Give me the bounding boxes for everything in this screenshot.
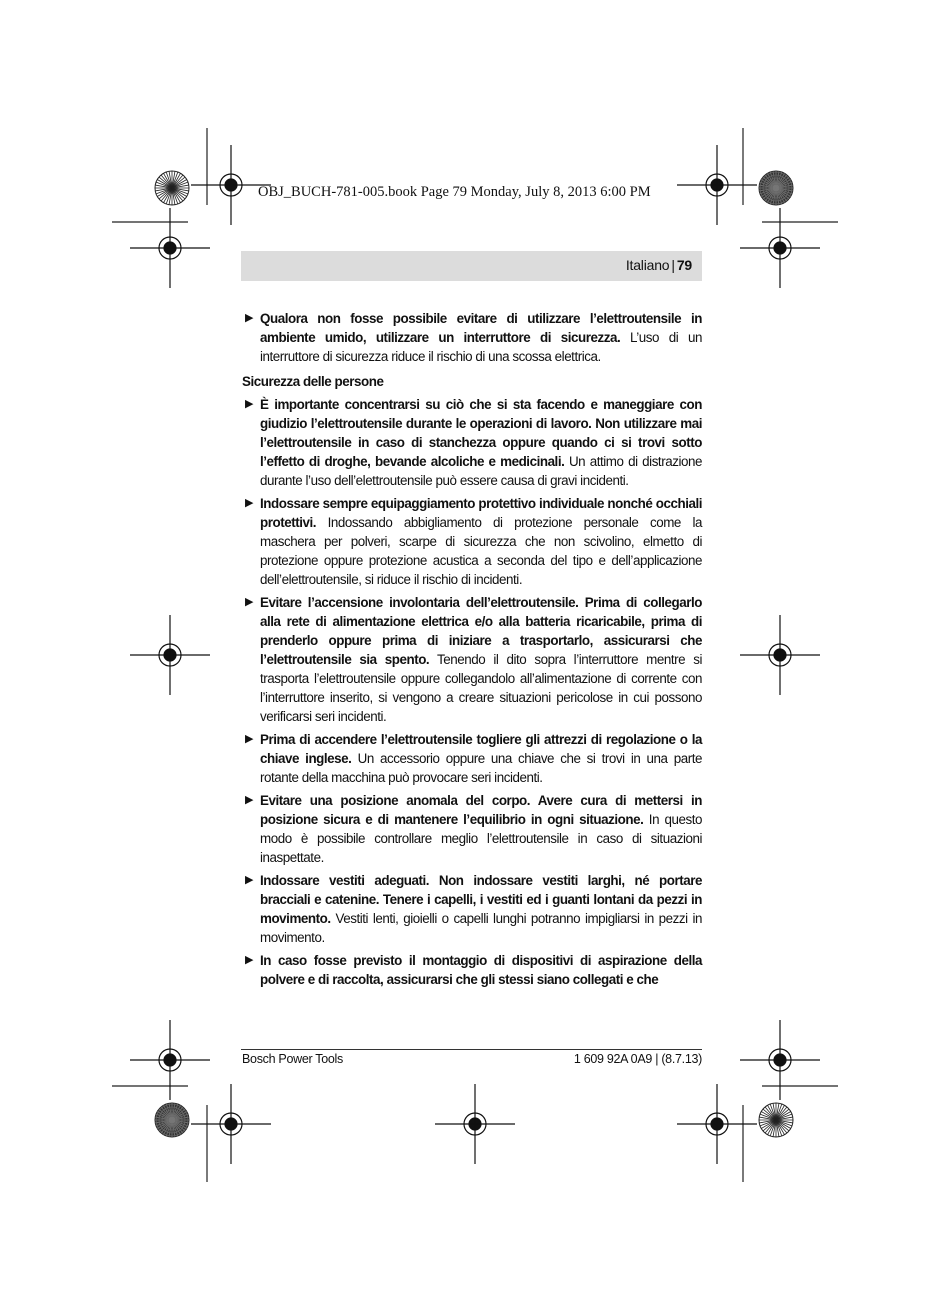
item-bold-text: È importante concentrarsi su ciò che si sta facendo e maneggiare con giudizio l’elettroutensile durante le operazioni di lavoro. Non utilizzare mai l’elettroutensile in caso di stanchezza oppure quando ci si trovi sotto l’effetto di droghe, bevande alcoliche e medicinali. <box>260 397 702 469</box>
bullet-arrow-icon: ▶ <box>245 596 254 608</box>
header-separator: | <box>671 257 675 273</box>
item-text: Un attimo di distrazione durante l’uso dell’elettroutensile può essere causa di gravi incidenti. <box>260 454 702 488</box>
item-text: Tenendo il dito sopra l’interruttore mentre si trasporta l’elettroutensile oppure collegandolo all’alimentazione di corrente con l’interruttore inserito, si vengono a creare situazioni pericolose in cui possono verificarsi seri incidenti. <box>260 652 702 724</box>
bullet-arrow-icon: ▶ <box>245 874 254 886</box>
footer-doc-code: 1 609 92A 0A9 | (8.7.13) <box>573 1052 702 1066</box>
item-text: L’uso di un interruttore di sicurezza riduce il rischio di una scossa elettrica. <box>260 330 702 364</box>
starburst-mark-icon <box>759 171 793 205</box>
list-item <box>242 309 702 366</box>
item-text: Un accessorio oppure una chiave che si trovi in una parte rotante della macchina può provocare seri incidenti. <box>260 751 702 785</box>
page-header-bar <box>241 251 702 281</box>
item-bold-text: Prima di accendere l’elettroutensile togliere gli attrezzi di regolazione o la chiave inglese. <box>260 732 702 766</box>
bullet-arrow-icon: ▶ <box>245 398 254 410</box>
registration-mark-icon <box>130 208 210 288</box>
list-item <box>242 791 702 867</box>
registration-mark-icon <box>677 145 757 225</box>
bullet-arrow-icon: ▶ <box>245 733 254 745</box>
bullet-arrow-icon: ▶ <box>245 794 254 806</box>
starburst-mark-icon <box>759 1103 793 1137</box>
registration-mark-icon <box>435 1084 515 1164</box>
footer-rule <box>241 1049 702 1050</box>
item-bold-text: Evitare l’accensione involontaria dell’elettroutensile. Prima di collegarlo alla rete di alimentazione elettrica e/o alla batteria ricaricabile, prima di prenderlo oppure prima di iniziare a trasportarlo, assicurarsi che l’elettroutensile sia spento. <box>260 595 702 667</box>
starburst-mark-icon <box>155 1103 189 1137</box>
list-item <box>242 593 702 726</box>
item-bold-text: In caso fosse previsto il montaggio di dispositivi di aspirazione della polvere e di raccolta, assicurarsi che gli stessi siano collegati e che <box>260 953 702 987</box>
item-bold-text: Indossare vestiti adeguati. Non indossare vestiti larghi, né portare bracciali e catenine. Tenere i capelli, i vestiti ed i guanti lontani da pezzi in movimento. <box>260 873 702 926</box>
page-number: 79 <box>676 257 692 273</box>
registration-mark-icon <box>191 1084 271 1164</box>
starburst-mark-icon <box>155 171 189 205</box>
bullet-arrow-icon: ▶ <box>245 954 254 966</box>
list-item <box>242 395 702 490</box>
footer-brand: Bosch Power Tools <box>242 1052 343 1066</box>
item-text: Indossando abbigliamento di protezione personale come la maschera per polveri, scarpe di sicurezza che non scivolino, elmetto di protezione oppure protezione acustica a seconda del tipo e dell’applicazione dell’elettroutensile, si riduce il rischio di incidenti. <box>260 515 702 587</box>
list-item <box>242 494 702 589</box>
list-item <box>242 951 702 989</box>
header-language: Italiano <box>625 257 670 273</box>
registration-mark-icon <box>740 1020 820 1100</box>
item-text: Vestiti lenti, gioielli o capelli lunghi potranno impigliarsi in pezzi in movimento. <box>260 911 702 945</box>
registration-mark-icon <box>740 615 820 695</box>
item-bold-text: Indossare sempre equipaggiamento protettivo individuale nonché occhiali protettivi. <box>260 496 702 530</box>
item-text: In questo modo è possibile controllare meglio l’elettroutensile in caso di situazioni inaspettate. <box>260 812 702 865</box>
list-item <box>242 871 702 947</box>
print-slug: OBJ_BUCH-781-005.book Page 79 Monday, July 8, 2013 6:00 PM <box>258 184 651 200</box>
list-item <box>242 730 702 787</box>
registration-mark-icon <box>130 615 210 695</box>
section-heading: Sicurezza delle persone <box>242 374 384 389</box>
page-header <box>626 257 692 273</box>
bullet-arrow-icon: ▶ <box>245 312 254 324</box>
item-bold-text: Evitare una posizione anomala del corpo. Avere cura di mettersi in posizione sicura e di mantenere l’equilibrio in ogni situazione. <box>260 793 702 827</box>
registration-mark-icon <box>130 1020 210 1100</box>
page-body <box>242 309 702 993</box>
item-bold-text: Qualora non fosse possibile evitare di utilizzare l’elettroutensile in ambiente umido, utilizzare un interruttore di sicurezza. <box>260 311 702 345</box>
registration-mark-icon <box>740 208 820 288</box>
bullet-arrow-icon: ▶ <box>245 497 254 509</box>
registration-mark-icon <box>677 1084 757 1164</box>
